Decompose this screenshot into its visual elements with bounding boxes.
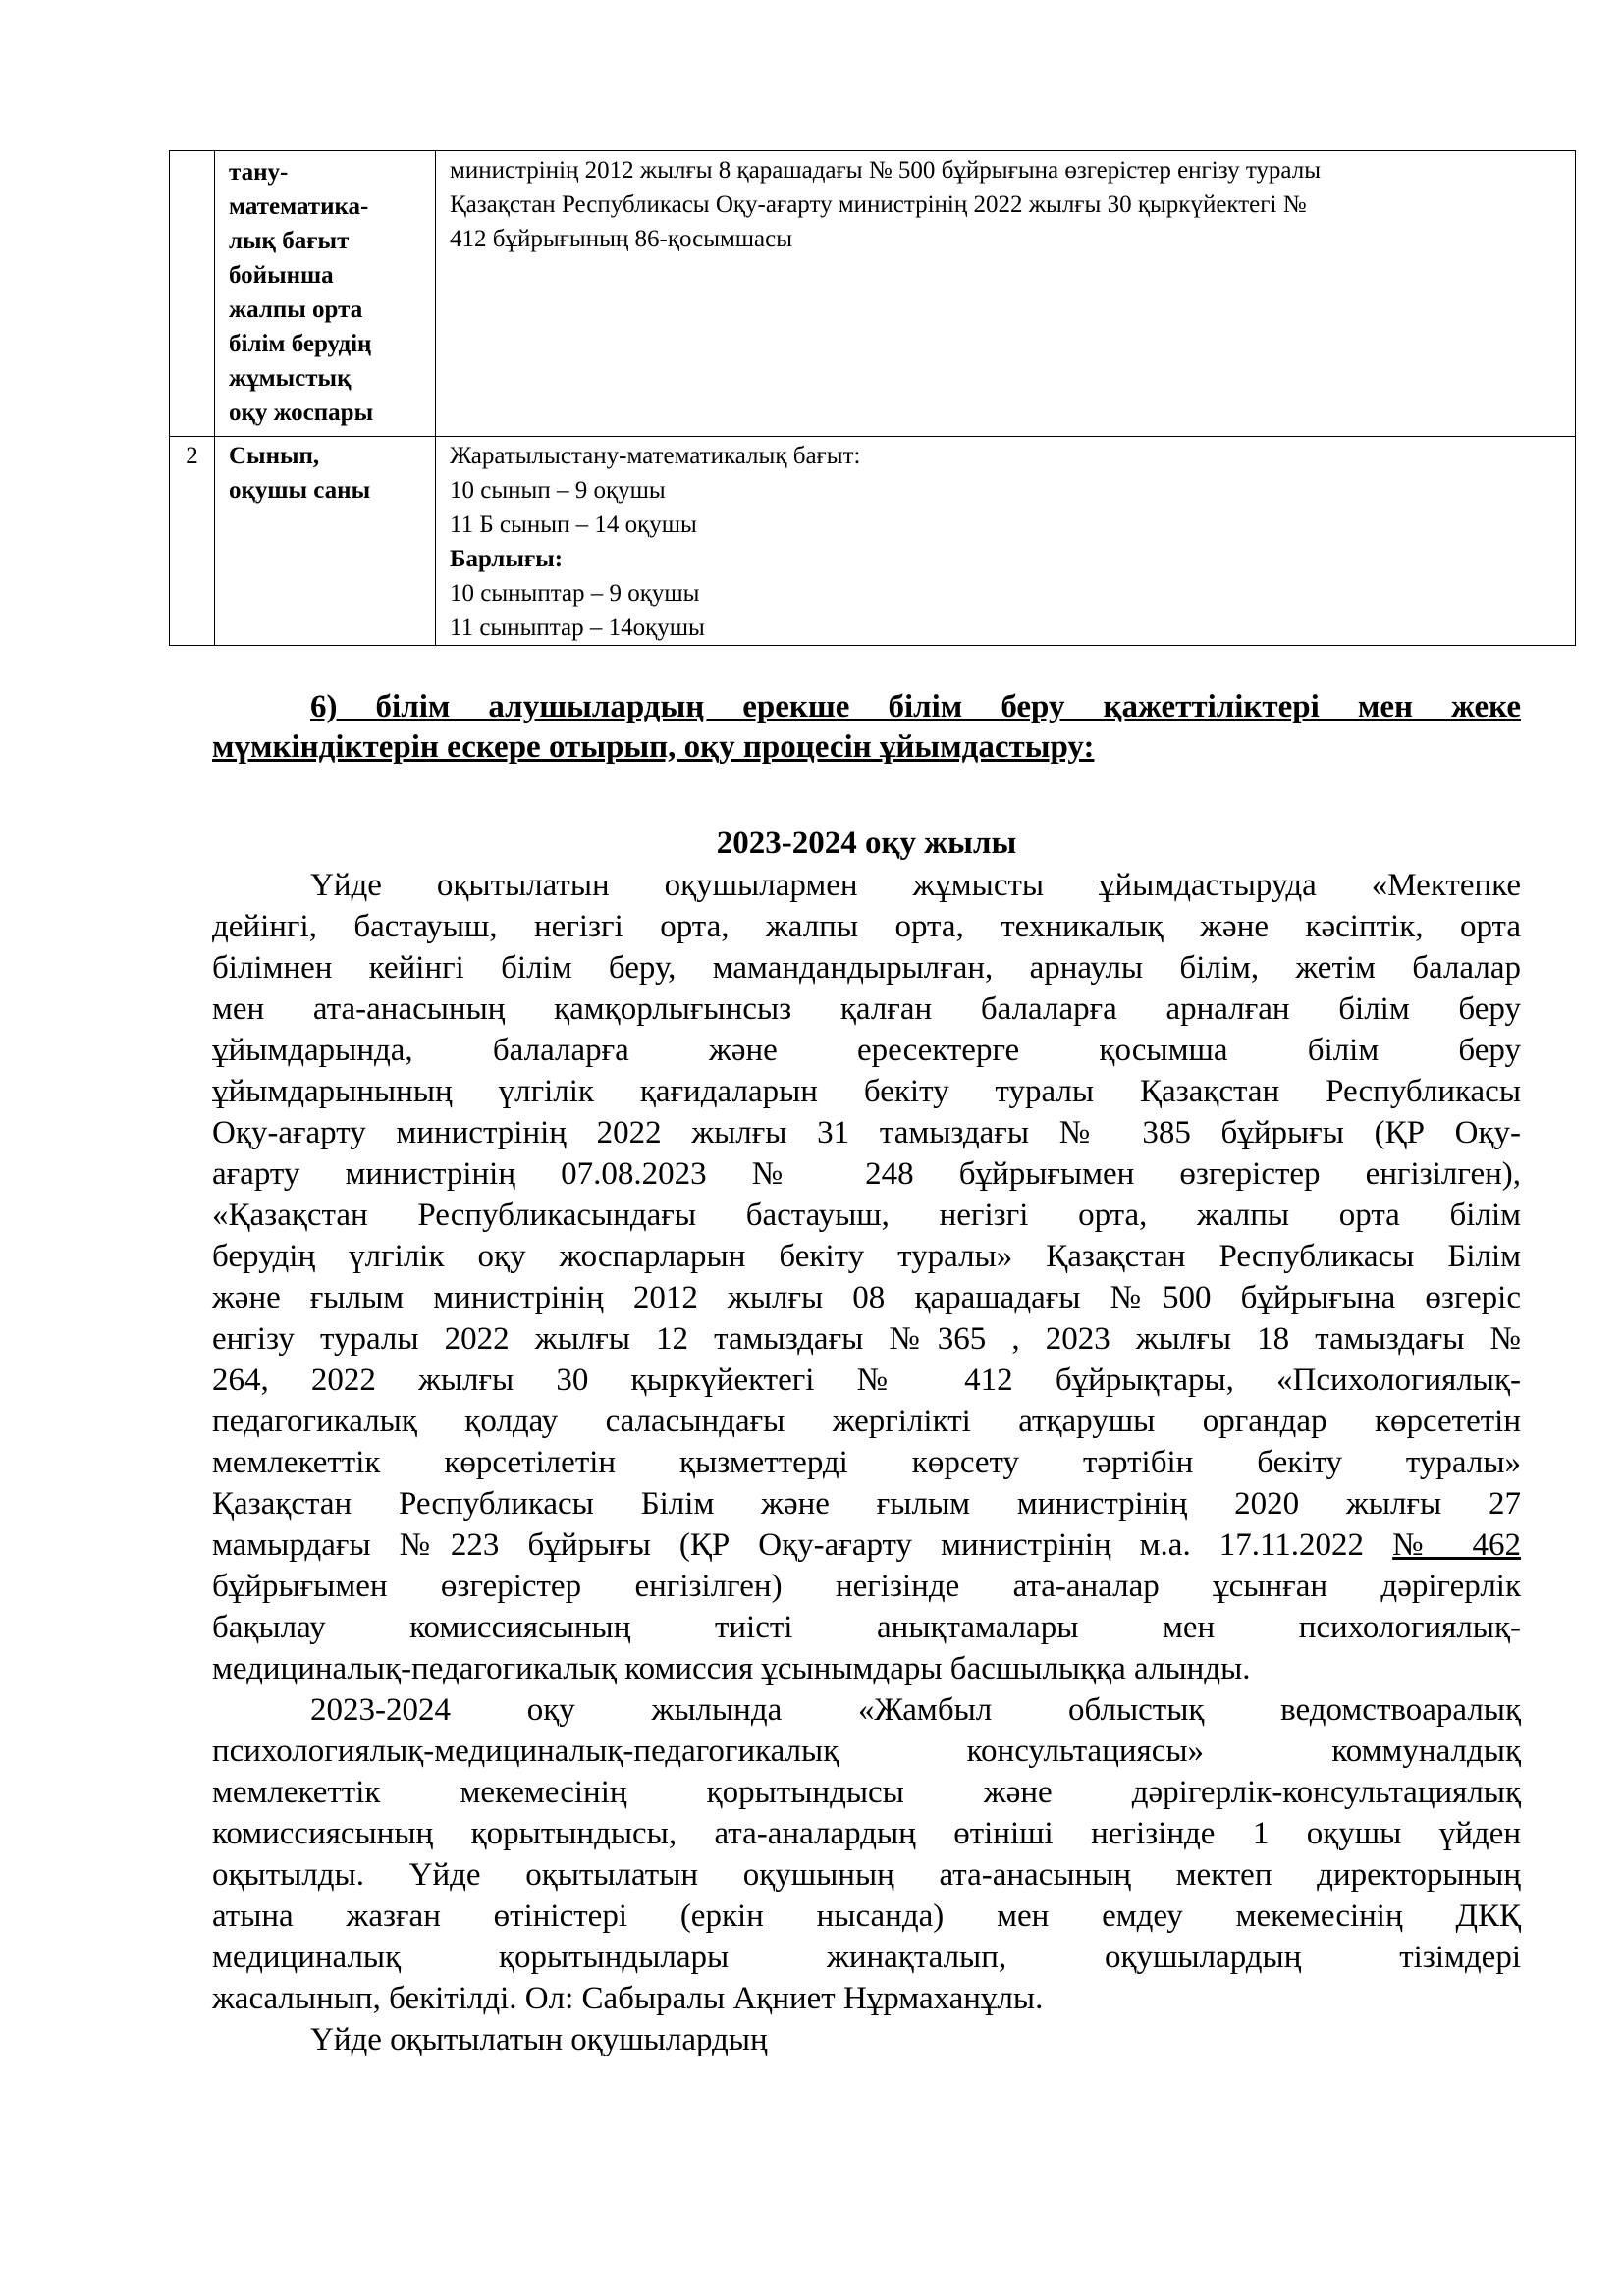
paragraph-line: медициналық қорытындылары жинақталып, оқушылардың тізімдері xyxy=(212,1940,1521,1975)
paragraph-line: жасалынып, бекітілді. Ол: Сабыралы Ақниет Нұрмаханұлы. xyxy=(212,1981,1044,2016)
plan-table xyxy=(169,150,1576,646)
section-heading-line: мүмкіндіктерін ескере отырып, оқу процесін ұйымдастыру: xyxy=(212,729,1095,765)
row-description-line: 412 бұйрығының 86-қосымшасы xyxy=(450,226,793,252)
paragraph-line: психологиялық-медициналық-педагогикалық консультациясы» коммуналдық xyxy=(212,1734,1521,1769)
total10-count: 10 сыныптар – 9 оқушы xyxy=(450,580,700,607)
row-name-line: жалпы орта xyxy=(229,296,363,323)
row-name-line: оқу жоспары xyxy=(229,400,374,426)
paragraph-line: «Қазақстан Республикасындағы бастауыш, негізгі орта, жалпы орта білім xyxy=(212,1198,1521,1233)
paragraph-line: білімнен кейінгі білім беру, мамандандырылған, арнаулы білім, жетім балалар xyxy=(212,950,1521,986)
paragraph-line: оқытылды. Үйде оқытылатын оқушының ата-анасының мектеп директорының xyxy=(212,1857,1521,1893)
paragraph-2 xyxy=(212,1689,1521,2019)
row-description xyxy=(436,151,1576,437)
table-row xyxy=(170,151,1576,437)
paragraph-line: дейінгі, бастауыш, негізгі орта, жалпы орта, техникалық және кәсіптік, орта xyxy=(212,909,1521,944)
paragraph-line: Оқу-ағарту министрінің 2022 жылғы 31 тамыздағы № 385 бұйрығы (ҚР Оқу- xyxy=(212,1115,1521,1150)
row-number xyxy=(170,151,215,437)
table-row xyxy=(170,437,1576,646)
paragraph-text: мамырдағы №223 бұйрығы (ҚР Оқу-ағарту министрінің м.а. 17.11.2022 xyxy=(212,1527,1365,1563)
paragraph-line: атына жазған өтіністері (еркін нысанда) мен емдеу мекемесінің ДКҚ xyxy=(212,1898,1521,1934)
paragraph-line: Үйде оқытылатын оқушылардың xyxy=(310,2022,768,2057)
row-description-line: министрінің 2012 жылғы 8 қарашадағы № 500 бұйрығына өзгерістер енгізу туралы xyxy=(450,157,1322,184)
paragraph-line: мемлекеттік мекемесінің қорытындысы және дәрігерлік-консультациялық xyxy=(212,1775,1521,1810)
section-heading xyxy=(212,687,1521,768)
row-name-line: математика- xyxy=(229,193,369,220)
row-description xyxy=(436,437,1576,646)
paragraph-line: Үйде оқытылатын оқушылармен жұмысты ұйымдастыруда «Мектепке xyxy=(310,868,1521,903)
row-name xyxy=(215,151,436,437)
paragraph-line: мемлекеттік көрсетілетін қызметтерді көрсету тәртібін бекіту туралы» xyxy=(212,1445,1521,1480)
order-462-link[interactable]: № 462 xyxy=(1392,1527,1521,1563)
paragraph-line: Қазақстан Республикасы Білім және ғылым министрінің 2020 жылғы 27 xyxy=(212,1486,1521,1522)
direction-label: Жаратылыстану-математикалық бағыт: xyxy=(450,443,861,469)
row-name-line: Сынып, xyxy=(229,443,320,469)
paragraph-line: 2023-2024 оқу жылында «Жамбыл облыстық ведомствоаралық xyxy=(310,1692,1521,1728)
row-name-line: білім берудің xyxy=(229,331,372,357)
row-name-line: лық бағыт xyxy=(229,228,350,254)
paragraph-line: педагогикалық қолдау саласындағы жергілікті атқарушы органдар көрсететін xyxy=(212,1404,1521,1439)
paragraph-line: бұйрығымен өзгерістер енгізілген) негізінде ата-аналар ұсынған дәрігерлік xyxy=(212,1569,1521,1604)
section-heading-line: 6) білім алушылардың ерекше білім беру қажеттіліктері мен жеке xyxy=(310,689,1521,724)
paragraph-line xyxy=(212,1524,1521,1566)
paragraph-1 xyxy=(212,865,1521,1689)
row-name-line: бойынша xyxy=(229,262,334,289)
class10-count: 10 сынып – 9 оқушы xyxy=(450,477,666,504)
row-name-line: жұмыстық xyxy=(229,365,352,392)
row-number: 2 xyxy=(170,437,215,646)
paragraph-3 xyxy=(212,2019,1521,2060)
paragraph-line: мен ата-анасының қамқорлығынсыз қалған балаларға арналған білім беру xyxy=(212,991,1521,1027)
paragraph-line: ұйымдарынының үлгілік қағидаларын бекіту туралы Қазақстан Республикасы xyxy=(212,1074,1521,1109)
total11-count: 11 сыныптар – 14оқушы xyxy=(450,614,705,641)
total-label: Барлығы: xyxy=(450,546,564,572)
row-description-line: Қазақстан Республикасы Оқу-ағарту министрінің 2022 жылғы 30 қыркүйектегі № xyxy=(450,191,1307,218)
row-name-line: тану- xyxy=(229,159,289,186)
class11-count: 11 Б сынып – 14 оқушы xyxy=(450,511,697,538)
paragraph-line: берудің үлгілік оқу жоспарларын бекіту туралы» Қазақстан Республикасы Білім xyxy=(212,1239,1521,1274)
paragraph-line: комиссиясының қорытындысы, ата-аналардың өтініші негізінде 1 оқушы үйден xyxy=(212,1816,1521,1851)
paragraph-line: және ғылым министрінің 2012 жылғы 08 қарашадағы №500 бұйрығына өзгеріс xyxy=(212,1280,1521,1315)
paragraph-line: ұйымдарында, балаларға және ересектерге қосымша білім беру xyxy=(212,1033,1521,1068)
paragraph-line: 264, 2022 жылғы 30 қыркүйектегі № 412 бұйрықтары, «Психологиялық- xyxy=(212,1362,1521,1398)
row-name-line: оқушы саны xyxy=(229,477,371,504)
row-name xyxy=(215,437,436,646)
paragraph-line: енгізу туралы 2022 жылғы 12 тамыздағы №365 , 2023 жылғы 18 тамыздағы № xyxy=(212,1321,1521,1357)
year-title: 2023-2024 оқу жылы xyxy=(716,826,1017,861)
paragraph-line: медициналық-педагогикалық комиссия ұсынымдары басшылыққа алынды. xyxy=(212,1651,1251,1686)
paragraph-line: ағарту министрінің 07.08.2023 № 248 бұйрығымен өзгерістер енгізілген), xyxy=(212,1156,1521,1192)
paragraph-line: бақылау комиссиясының тиісті анықтамалары мен психологиялық- xyxy=(212,1610,1521,1645)
